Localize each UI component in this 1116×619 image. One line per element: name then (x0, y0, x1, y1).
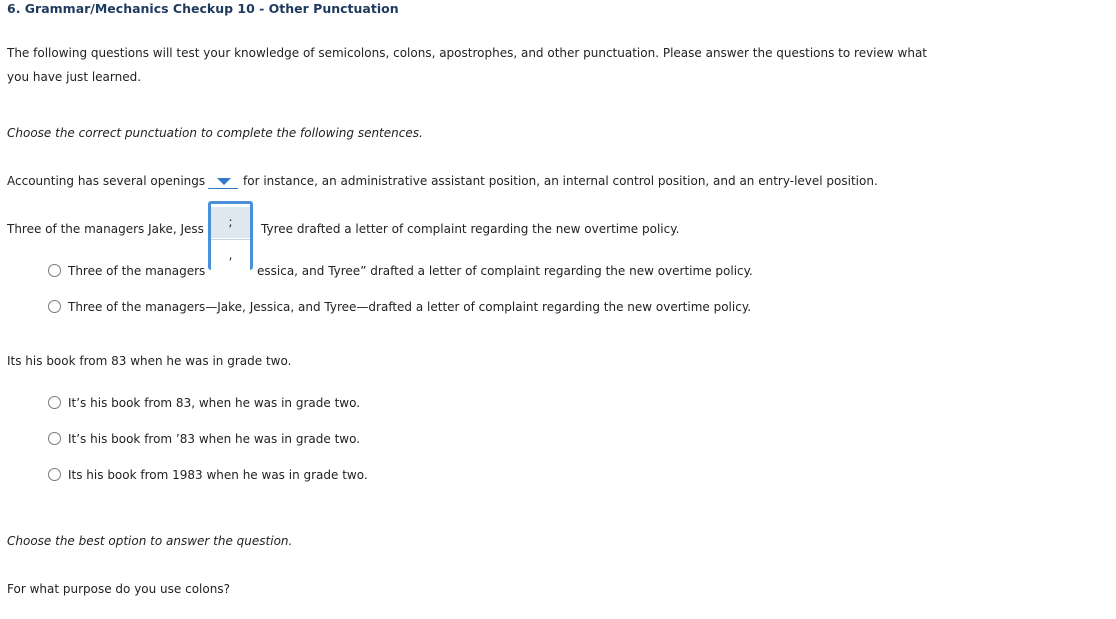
q1-dropdown-menu (208, 201, 253, 270)
page-title: 6. Grammar/Mechanics Checkup 10 - Other Punctuation (7, 1, 399, 16)
q3-option-2-radio[interactable] (48, 432, 61, 445)
q4-prompt: For what purpose do you use colons? (7, 582, 230, 596)
q2-option-1-label-right: essica, and Tyree” drafted a letter of complaint regarding the new overtime policy. (257, 264, 753, 278)
q3-option-1-radio[interactable] (48, 396, 61, 409)
chevron-down-icon (217, 178, 231, 185)
section2-instruction: Choose the best option to answer the question. (7, 534, 293, 548)
section1-instruction: Choose the correct punctuation to complete the following sentences. (7, 126, 423, 140)
q2-option-2-radio[interactable] (48, 300, 61, 313)
q2-option-1-radio[interactable] (48, 264, 61, 277)
q3-option-3-radio[interactable] (48, 468, 61, 481)
q2-option-2-label: Three of the managers—Jake, Jessica, and Tyree—drafted a letter of complaint regarding the new overtime policy. (68, 300, 752, 314)
q2-text-before: Three of the managers Jake, Jess (7, 222, 204, 236)
q1-punctuation-dropdown[interactable] (208, 174, 238, 189)
q1-text-before: Accounting has several openings (7, 174, 206, 188)
intro-text: The following questions will test your knowledge of semicolons, colons, apostrophes, and other punctuation. Please answer the questions to review what you have just learned. (7, 46, 928, 84)
q1-text-after: for instance, an administrative assistant position, an internal control position, and an entry-level position. (243, 174, 878, 188)
q3-option-1-label: It’s his book from 83, when he was in grade two. (68, 396, 361, 410)
q2-option-1-label-left: Three of the managers (68, 264, 206, 278)
q2-text-after: Tyree drafted a letter of complaint regarding the new overtime policy. (261, 222, 680, 236)
q3-option-3-label: Its his book from 1983 when he was in grade two. (68, 468, 368, 482)
q3-option-2-label: It’s his book from ’83 when he was in grade two. (68, 432, 361, 446)
q3-prompt: Its his book from 83 when he was in grade two. (7, 354, 292, 368)
dropdown-option-semicolon[interactable]: ; (211, 207, 250, 238)
dropdown-option-comma[interactable]: , (211, 239, 250, 271)
